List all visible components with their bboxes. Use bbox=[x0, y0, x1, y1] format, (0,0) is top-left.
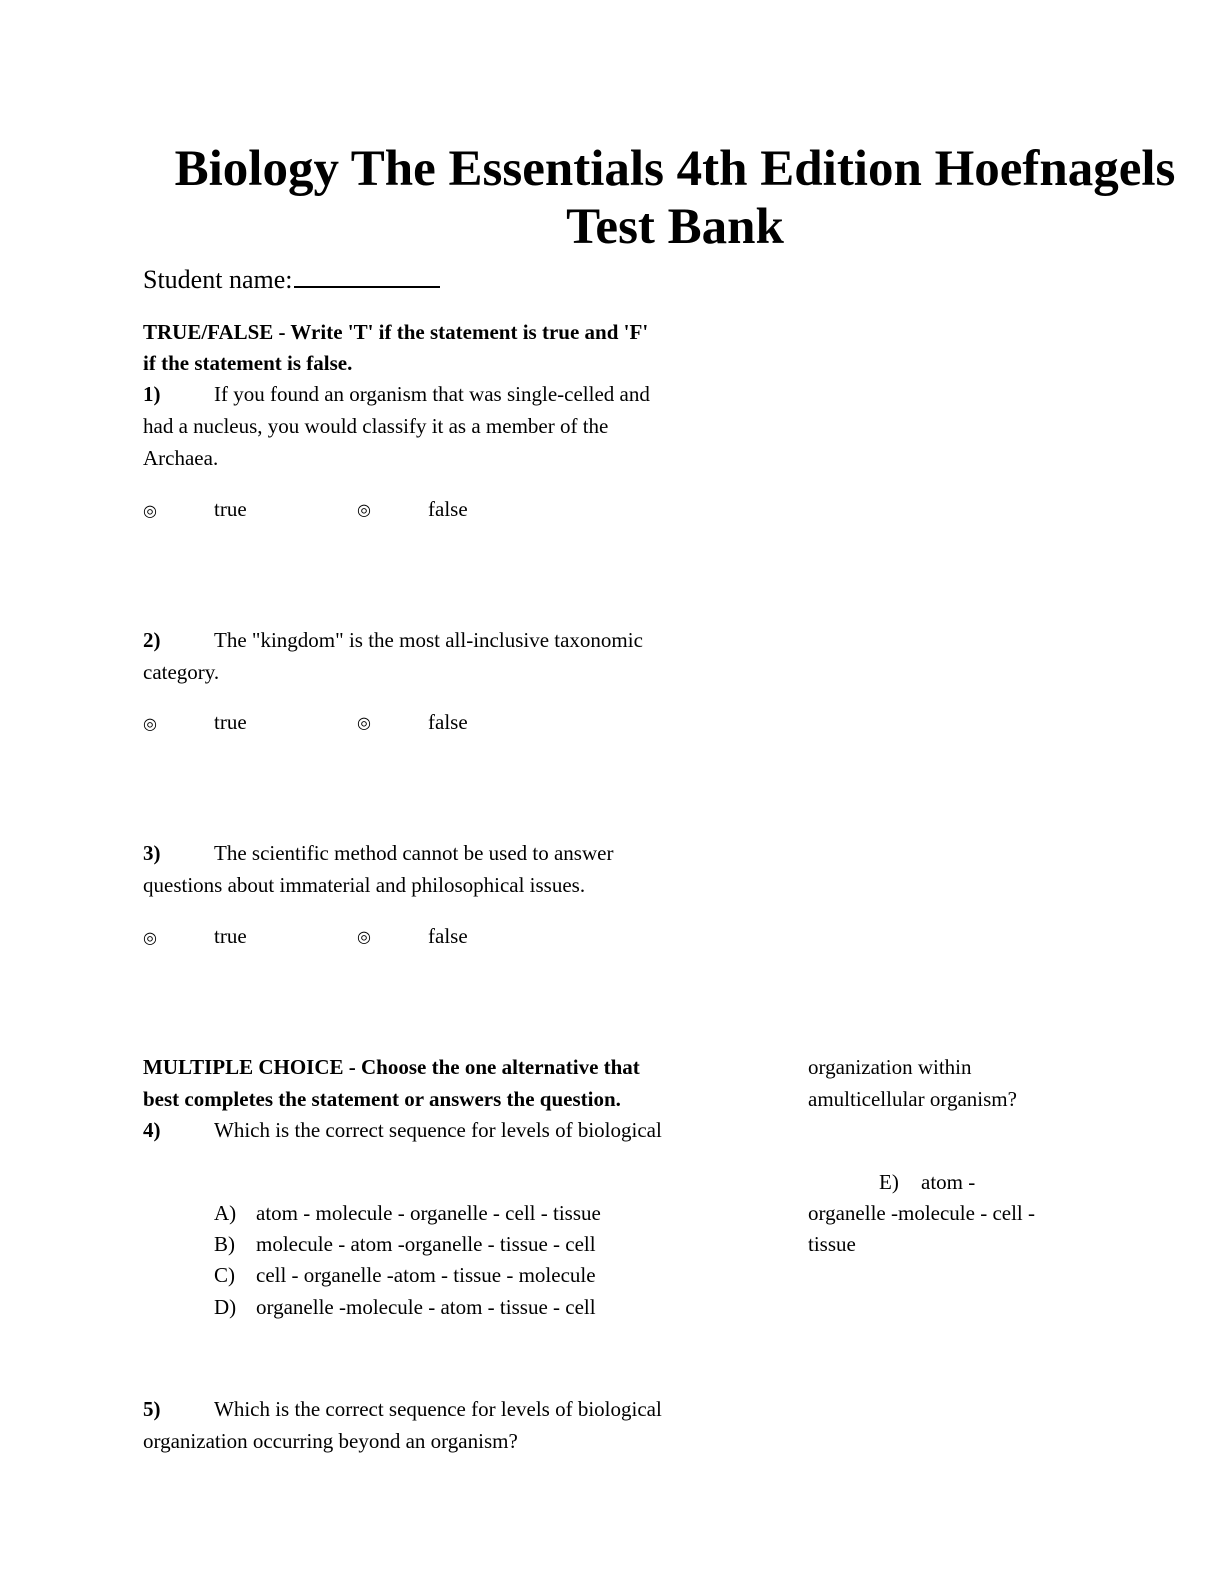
option-letter: A) bbox=[214, 1201, 237, 1225]
option-text: atom - molecule - organelle - cell - tissue bbox=[256, 1201, 601, 1225]
option-c[interactable] bbox=[214, 1260, 596, 1291]
radio-icon[interactable]: ◎ bbox=[357, 927, 371, 946]
tf-header-line2: if the statement is false. bbox=[143, 351, 353, 375]
question-number: 3) bbox=[143, 841, 161, 865]
radio-icon[interactable]: ◎ bbox=[143, 928, 157, 947]
question-3-line2: questions about immaterial and philosophical issues. bbox=[143, 873, 586, 897]
radio-icon[interactable]: ◎ bbox=[143, 501, 157, 520]
option-e-line3: tissue bbox=[808, 1232, 856, 1256]
option-false[interactable]: false bbox=[428, 924, 468, 948]
q2-options bbox=[143, 707, 468, 739]
question-number: 2) bbox=[143, 628, 161, 652]
student-name-row bbox=[143, 262, 440, 296]
q3-options bbox=[143, 921, 468, 953]
question-text: The "kingdom" is the most all-inclusive taxonomic bbox=[214, 628, 643, 652]
radio-icon[interactable]: ◎ bbox=[143, 714, 157, 733]
radio-icon[interactable]: ◎ bbox=[357, 713, 371, 732]
question-5-line2: organization occurring beyond an organism? bbox=[143, 1429, 518, 1453]
question-number: 1) bbox=[143, 382, 161, 406]
question-4 bbox=[143, 1115, 662, 1146]
question-4-continued-line2: amulticellular organism? bbox=[808, 1087, 1017, 1111]
option-false[interactable]: false bbox=[428, 497, 468, 521]
question-2 bbox=[143, 625, 643, 656]
question-5 bbox=[143, 1394, 662, 1425]
option-true[interactable]: true bbox=[214, 924, 247, 948]
option-text: cell - organelle -atom - tissue - molecule bbox=[256, 1263, 596, 1287]
option-letter: E) bbox=[879, 1170, 899, 1194]
question-text: If you found an organism that was single-celled and bbox=[214, 382, 650, 406]
option-text: molecule - atom -organelle - tissue - cell bbox=[256, 1232, 596, 1256]
q1-options bbox=[143, 494, 468, 526]
mc-header-line1: MULTIPLE CHOICE - Choose the one alternative that bbox=[143, 1055, 640, 1079]
question-number: 4) bbox=[143, 1118, 161, 1142]
option-text: organelle -molecule - atom - tissue - cell bbox=[256, 1295, 596, 1319]
option-text: atom - bbox=[921, 1170, 976, 1194]
question-1-line3: Archaea. bbox=[143, 446, 219, 470]
question-1-line2: had a nucleus, you would classify it as a member of the bbox=[143, 414, 609, 438]
tf-header-line1: TRUE/FALSE - Write 'T' if the statement is true and 'F' bbox=[143, 320, 649, 344]
question-text: The scientific method cannot be used to answer bbox=[214, 841, 614, 865]
mc-header-line2: best completes the statement or answers the question. bbox=[143, 1087, 621, 1111]
question-2-line2: category. bbox=[143, 660, 220, 684]
option-b[interactable] bbox=[214, 1229, 596, 1260]
option-e-line2: organelle -molecule - cell - bbox=[808, 1201, 1036, 1225]
option-true[interactable]: true bbox=[214, 497, 247, 521]
student-name-blank[interactable] bbox=[294, 262, 440, 288]
question-text: Which is the correct sequence for levels of biological bbox=[214, 1118, 662, 1142]
question-text: Which is the correct sequence for levels of biological bbox=[214, 1397, 662, 1421]
question-4-continued-line1: organization within bbox=[808, 1055, 972, 1079]
option-d[interactable] bbox=[214, 1292, 596, 1323]
option-letter: B) bbox=[214, 1232, 235, 1256]
radio-icon[interactable]: ◎ bbox=[357, 500, 371, 519]
question-number: 5) bbox=[143, 1397, 161, 1421]
question-1 bbox=[143, 379, 650, 410]
option-letter: C) bbox=[214, 1263, 235, 1287]
question-3 bbox=[143, 838, 613, 869]
page-title: Biology The Essentials 4th Edition Hoefnagels Test Bank bbox=[174, 141, 1176, 255]
option-true[interactable]: true bbox=[214, 710, 247, 734]
option-a[interactable] bbox=[214, 1198, 601, 1229]
student-name-label: Student name: bbox=[143, 265, 293, 294]
option-e[interactable] bbox=[879, 1167, 975, 1198]
option-letter: D) bbox=[214, 1295, 237, 1319]
option-false[interactable]: false bbox=[428, 710, 468, 734]
